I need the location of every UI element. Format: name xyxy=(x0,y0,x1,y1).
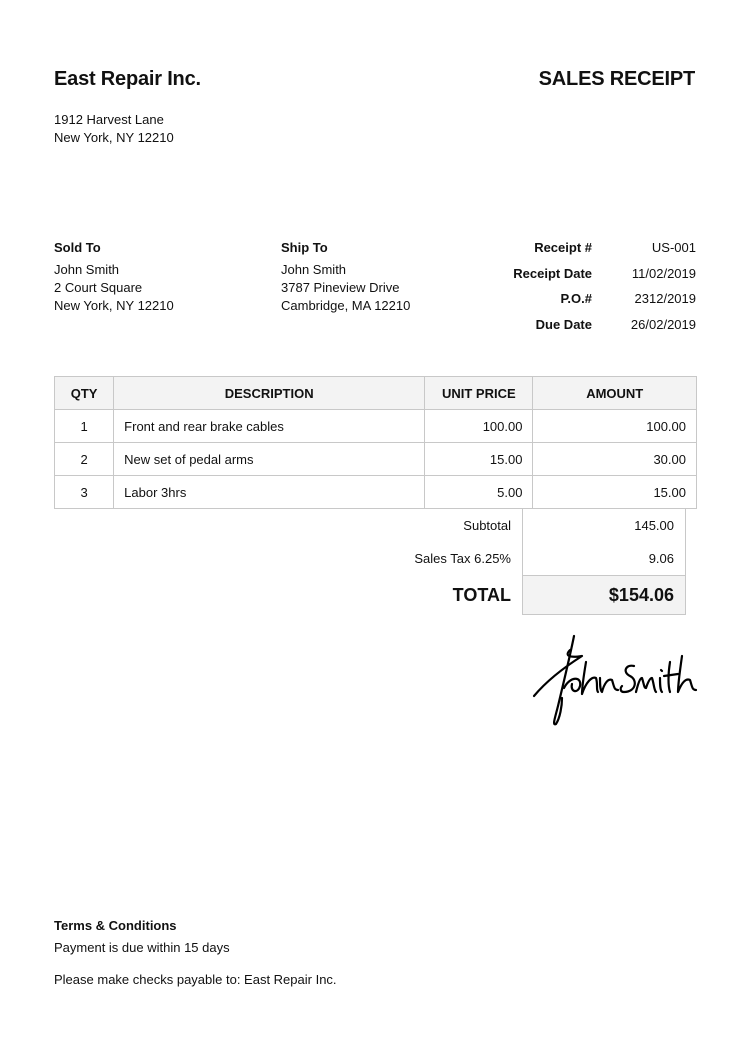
sold-to-line: John Smith xyxy=(54,262,120,277)
tax-label: Sales Tax 6.25% xyxy=(414,551,511,566)
cell-amount: 15.00 xyxy=(533,476,697,509)
table-row xyxy=(55,443,697,476)
spacer xyxy=(54,957,337,971)
meta-row-receipt-number xyxy=(480,239,696,265)
subtotal-row xyxy=(54,509,697,542)
terms-section xyxy=(54,917,337,989)
meta-value: US-001 xyxy=(651,240,696,255)
cell-description: Labor 3hrs xyxy=(114,476,425,509)
ship-to-block xyxy=(281,239,410,315)
subtotal-label: Subtotal xyxy=(463,518,511,533)
meta-label: Receipt # xyxy=(534,240,592,255)
ship-to-line: Cambridge, MA 12210 xyxy=(281,298,411,313)
signature-icon xyxy=(530,626,700,731)
ship-to-heading: Ship To xyxy=(281,240,328,255)
ship-to-line: John Smith xyxy=(281,262,347,277)
tax-value: 9.06 xyxy=(522,542,686,575)
terms-line: Please make checks payable to: East Repair Inc. xyxy=(54,972,337,987)
sold-to-heading: Sold To xyxy=(54,240,101,255)
meta-row-po-number xyxy=(480,290,696,316)
company-address-line: New York, NY 12210 xyxy=(54,130,174,145)
meta-label: Receipt Date xyxy=(513,265,592,281)
meta-value: 2312/2019 xyxy=(634,291,696,307)
terms-line: Payment is due within 15 days xyxy=(54,940,230,955)
meta-label: P.O.# xyxy=(560,291,592,307)
cell-amount: 100.00 xyxy=(533,410,697,443)
cell-amount: 30.00 xyxy=(533,443,697,476)
table-row xyxy=(55,410,697,443)
table-header-row xyxy=(55,377,697,410)
line-items-table xyxy=(54,376,697,509)
cell-description: New set of pedal arms xyxy=(114,443,425,476)
column-header-description: DESCRIPTION xyxy=(114,377,425,410)
subtotal-value: 145.00 xyxy=(522,509,686,542)
meta-value: 11/02/2019 xyxy=(631,265,696,281)
ship-to-line: 3787 Pineview Drive xyxy=(281,280,400,295)
sold-to-line: New York, NY 12210 xyxy=(54,298,174,313)
terms-heading: Terms & Conditions xyxy=(54,918,177,933)
company-address xyxy=(54,111,174,147)
meta-value: 26/02/2019 xyxy=(630,317,696,333)
meta-row-due-date xyxy=(480,316,696,342)
total-label: TOTAL xyxy=(452,584,511,605)
total-row xyxy=(54,575,697,615)
table-row xyxy=(55,476,697,509)
total-value: $154.06 xyxy=(522,575,686,615)
tax-row xyxy=(54,542,697,575)
sold-to-line: 2 Court Square xyxy=(54,280,143,295)
receipt-meta xyxy=(480,239,696,342)
totals-section xyxy=(54,509,697,615)
document-title: SALES RECEIPT xyxy=(538,68,695,90)
cell-unit-price: 100.00 xyxy=(425,410,533,443)
meta-row-receipt-date xyxy=(480,265,696,291)
cell-description: Front and rear brake cables xyxy=(114,410,425,443)
cell-qty: 2 xyxy=(55,443,114,476)
meta-label: Due Date xyxy=(535,317,592,333)
cell-unit-price: 5.00 xyxy=(425,476,533,509)
signature-image xyxy=(530,626,700,731)
company-name: East Repair Inc. xyxy=(54,68,201,90)
cell-qty: 3 xyxy=(55,476,114,509)
cell-qty: 1 xyxy=(55,410,114,443)
cell-unit-price: 15.00 xyxy=(425,443,533,476)
sold-to-block xyxy=(54,239,174,315)
company-address-line: 1912 Harvest Lane xyxy=(54,112,164,127)
column-header-unit-price: UNIT PRICE xyxy=(425,377,533,410)
column-header-qty: QTY xyxy=(55,377,114,410)
column-header-amount: AMOUNT xyxy=(533,377,697,410)
